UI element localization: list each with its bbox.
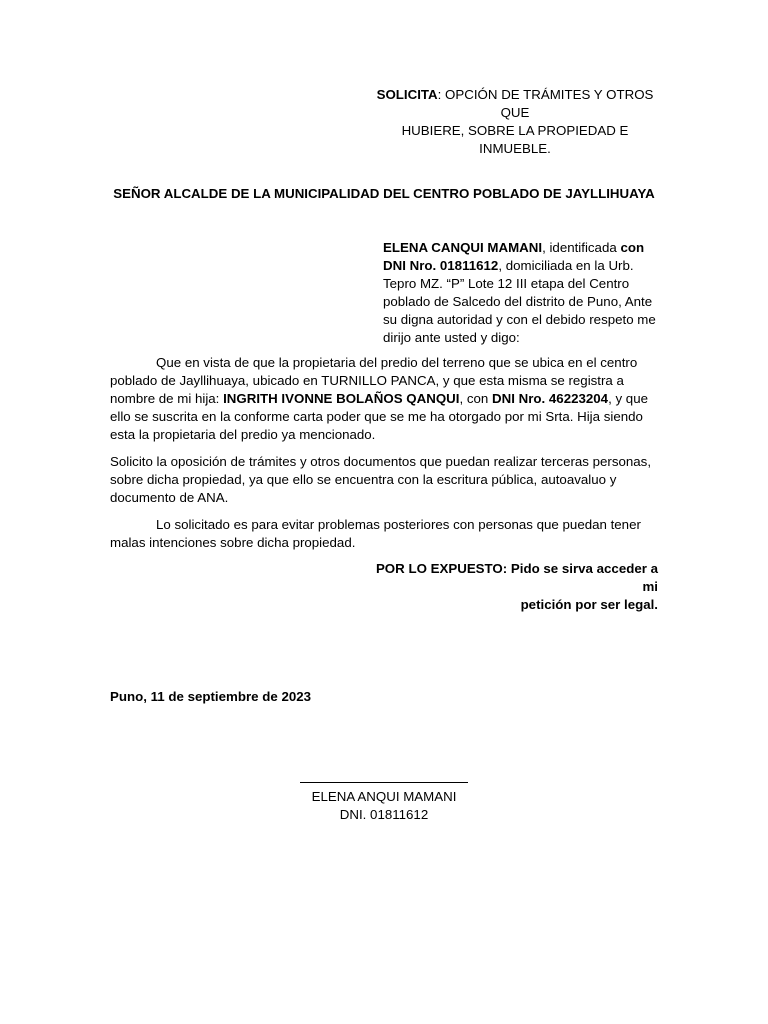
signature-dni: DNI. 01811612 [339,807,429,822]
closing-statement [370,560,658,614]
letter-body [110,354,660,561]
signature-line [300,782,468,783]
solicita-block [370,86,660,158]
paragraph-3: Lo solicitado es para evitar problemas posteriores con personas que puedan tener malas intenciones sobre dicha propiedad. [110,517,641,550]
paragraph-2: Solicito la oposición de trámites y otros documentos que puedan realizar terceras personas, sobre dicha propiedad, ya que ello se encuentra con la escritura pública, autoavaluo y documento de ANA. [110,454,652,505]
sender-dni: con DNI Nro. 01811612 [383,240,645,273]
signature-block [290,788,478,824]
sender-block [383,239,663,347]
solicita-label: SOLICITA [376,87,438,102]
paragraph-1-text-a: Que en vista de que la propietaria del predio del terreno que se ubica en el centro poblado de Jayllihuaya, ubicado en TURNILLO PANCA, y que esta misma se registra a nombre de mi hija: [110,355,638,406]
paragraph-1-text-b: , con [459,391,493,406]
daughter-dni: DNI Nro. 46223204 [492,391,609,406]
solicita-line-1 [370,86,660,122]
daughter-name: INGRITH IVONNE BOLAÑOS QANQUI [223,391,460,406]
sender-name: ELENA CANQUI MAMANI [383,240,543,255]
solicita-text-1: : OPCIÓN DE TRÁMITES Y OTROS QUE [437,87,654,120]
date-line: Puno, 11 de septiembre de 2023 [110,689,312,704]
closing-line-2: petición por ser legal. [520,597,658,612]
paragraph-1 [110,354,660,444]
paragraph-1-text-c: , y que ello se suscrita en la conforme carta poder que se me ha otorgado por mi Srta. Hija siendo esta la propietaria del predio ya mencionado. [110,391,648,442]
closing-line-1: POR LO EXPUESTO: Pido se sirva acceder a mi [375,561,658,594]
addressee-heading: SEÑOR ALCALDE DE LA MUNICIPALIDAD DEL CENTRO POBLADO DE JAYLLIHUAYA [113,186,655,201]
signature-name: ELENA ANQUI MAMANI [311,789,457,804]
solicita-line-2: HUBIERE, SOBRE LA PROPIEDAD E INMUEBLE. [401,123,629,156]
sender-text-1: , identificada [542,240,621,255]
sender-text-2: , domiciliada en la Urb. Tepro MZ. “P” Lote 12 III etapa del Centro poblado de Salcedo del distrito de Puno, Ante su digna autoridad y con el debido respeto me dirijo ante usted y digo: [383,258,656,345]
